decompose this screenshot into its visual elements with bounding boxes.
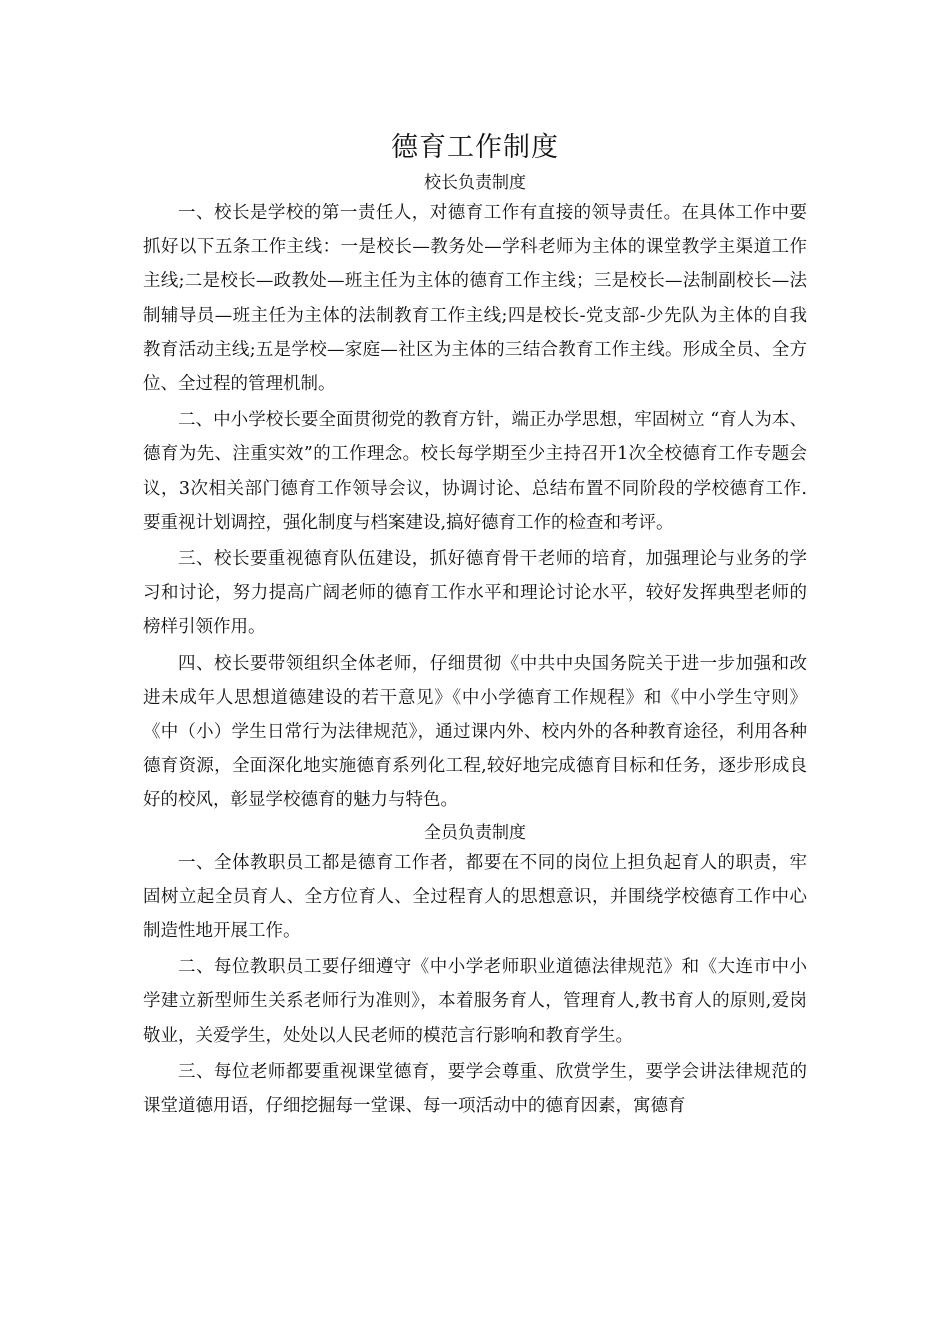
section-heading: 全员负责制度: [424, 822, 526, 843]
section-all-staff-responsibility: [143, 820, 807, 1124]
document-title: 德育工作制度: [391, 132, 559, 163]
paragraph: 二、每位教职员工要仔细遵守《中小学老师职业道德法律规范》和《大连市中小学建立新型师生关系老师行为准则》，本着服务育人，管理育人,教书育人的原则,爱岗敬业，关爱学生，处处以人民老师的模范言行影响和教育学生。: [143, 957, 807, 1046]
section-heading: 校长负责制度: [424, 173, 526, 193]
document-page: [143, 128, 807, 1125]
paragraph: 一、全体教职员工都是德育工作者，都要在不同的岗位上担负起育人的职责，牢固树立起全员育人、全方位育人、全过程育人的思想意识，并围绕学校德育工作中心制造性地开展工作。: [143, 852, 807, 942]
paragraph: 三、每位老师都要重视课堂德育，要学会尊重、欣赏学生，要学会讲法律规范的课堂道德用语，仔细挖掘每一堂课、每一项活动中的德育因素，寓德育: [143, 1061, 807, 1117]
paragraph: 四、校长要带领组织全体老师，仔细贯彻《中共中央国务院关于进一步加强和改进未成年人思想道德建设的若干意见》《中小学德育工作规程》和《中小学生守则》《中（小）学生日常行为法律规范》，通过课内外、校内外的各种教育途径，利用各种德育资源，全面深化地实施德育系列化工程,较好地完成德育目标和任务，逐步形成良好的校风，彰显学校德育的魅力与特色。: [143, 653, 807, 811]
paragraph: 三、校长要重视德育队伍建设，抓好德育骨干老师的培育，加强理论与业务的学习和讨论，努力提高广阔老师的德育工作水平和理论讨论水平，较好发挥典型老师的榜样引领作用。: [143, 549, 807, 638]
section-principal-responsibility: [143, 170, 807, 818]
paragraph: 二、中小学校长要全面贯彻党的教育方针，端正办学思想，牢固树立 “育人为本、德育为先、注重实效”的工作理念。校长每学期至少主持召开1次全校德育工作专题会议，3次相关部门德育工作领导会议，协调讨论、总结布置不同阶段的学校德育工作.要重视计划调控，强化制度与档案建设,搞好德育工作的检查和考评。: [143, 410, 807, 533]
paragraph: 一、校长是学校的第一责任人，对德育工作有直接的领导责任。在具体工作中要抓好以下五条工作主线：一是校长—教务处—学科老师为主体的课堂教学主渠道工作主线;二是校长—政教处—班主任为主体的德育工作主线；三是校长—法制副校长—法制辅导员—班主任为主体的法制教育工作主线;四是校长-党支部-少先队为主体的自我教育活动主线;五是学校—家庭—社区为主体的三结合教育工作主线。形成全员、全方位、全过程的管理机制。: [143, 203, 807, 395]
